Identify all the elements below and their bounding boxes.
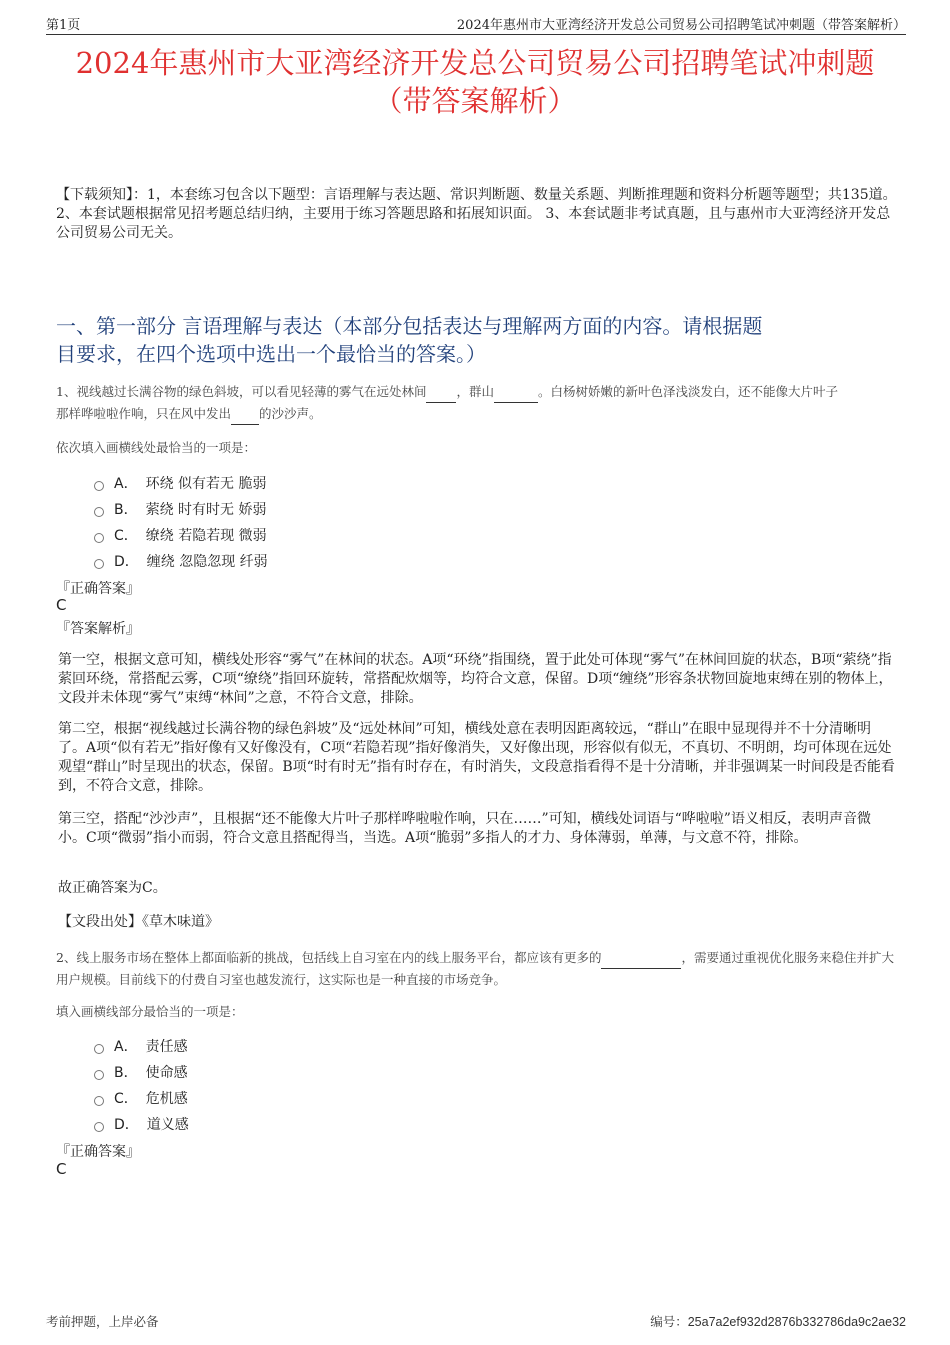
text-source: 【文段出处】《草木味道》 — [58, 914, 219, 930]
option-c[interactable]: C． 缭绕 若隐若现 微弱 — [94, 522, 268, 548]
page-header — [46, 14, 906, 35]
analysis-conclusion: 故正确答案为C。 — [58, 880, 167, 896]
analysis-paragraph-2: 第二空，根据“视线越过长满谷物的绿色斜坡”及“远处林间”可知，横线处意在表明因距离较远，“群山”在眼中显现得并不十分清晰明了。A项“似有若无”指好像有又好像没有，C项“若隐若现”指好像消失，又好像出现，形容似有似无，不真切、不明朗，均可体现在远处观望“群山”时呈现出的状态，保留。B项“时有时无”指有时存在，有时消失，文段意指看得不是十分清晰，并非强调某一时间段是否能看到，不符合文意，排除。 — [58, 721, 895, 794]
header-doc-title: 2024年惠州市大亚湾经济开发总公司贸易公司招聘笔试冲刺题（带答案解析） — [456, 18, 906, 33]
radio-icon[interactable] — [94, 1122, 104, 1132]
option-a[interactable]: A． 责任感 — [94, 1033, 189, 1059]
download-notice: 【下载须知】：1，本套练习包含以下题型：言语理解与表达题、常识判断题、数量关系题、判断推理题和资料分析题等题型；共135道。 2、本套试题根据常见招考题总结归纳，主要用于练习答题思路和拓展知识面。 3、本套试题非考试真题，且与惠州市大亚湾经济开发总公司贸易公司无关。 — [56, 187, 897, 241]
question-2-options — [94, 1033, 189, 1137]
blank-3 — [231, 403, 259, 425]
blank-1 — [426, 381, 456, 403]
radio-icon[interactable] — [94, 533, 104, 543]
option-b[interactable]: B． 萦绕 时有时无 娇弱 — [94, 496, 268, 522]
radio-icon[interactable] — [94, 1044, 104, 1054]
radio-icon[interactable] — [94, 559, 104, 569]
radio-icon[interactable] — [94, 481, 104, 491]
answer-value: C — [56, 596, 67, 614]
radio-icon[interactable] — [94, 1096, 104, 1106]
section-heading — [56, 312, 900, 368]
section-line-1: 一、第一部分 言语理解与表达（本部分包括表达与理解两方面的内容。请根据题 — [56, 314, 763, 338]
document-title — [40, 44, 910, 120]
title-line-1: 2024年惠州市大亚湾经济开发总公司贸易公司招聘笔试冲刺题 — [75, 46, 875, 80]
question-1-options — [94, 470, 268, 574]
footer-serial: 编号：25a7a2ef932d2876b332786da9c2ae32 — [650, 1314, 906, 1329]
blank-4 — [601, 947, 681, 969]
answer-label: 『正确答案』 — [56, 1144, 140, 1160]
option-b[interactable]: B． 使命感 — [94, 1059, 189, 1085]
option-d[interactable]: D． 缠绕 忽隐忽现 纤弱 — [94, 548, 268, 574]
analysis-label: 『答案解析』 — [56, 621, 140, 637]
answer-value: C — [56, 1160, 67, 1178]
section-line-2: 目要求，在四个选项中选出一个最恰当的答案。） — [56, 342, 486, 366]
footer-slogan: 考前押题，上岸必备 — [46, 1314, 159, 1329]
option-d[interactable]: D． 道义感 — [94, 1111, 189, 1137]
title-line-2: （带答案解析） — [373, 84, 577, 118]
option-c[interactable]: C． 危机感 — [94, 1085, 189, 1111]
option-a[interactable]: A． 环绕 似有若无 脆弱 — [94, 470, 268, 496]
question-1-stem: 1、视线越过长满谷物的绿色斜坡，可以看见轻薄的雾气在远处林间 ，群山 。白杨树娇嫩的新叶色泽浅淡发白，还不能像大片叶子 那样哗啦啦作响，只在风中发出 的沙沙声。 — [56, 381, 900, 425]
analysis-paragraph-3: 第三空，搭配“沙沙声”，且根据“还不能像大片叶子那样哗啦啦作响，只在……”可知，横线处词语与“哗啦啦”语义相反，表明声音微小。C项“微弱”指小而弱，符合文意且搭配得当，当选。A项“脆弱”多指人的才力、身体薄弱，单薄，与文意不符，排除。 — [58, 811, 871, 846]
serial-code: 25a7a2ef932d2876b332786da9c2ae32 — [687, 1315, 906, 1329]
radio-icon[interactable] — [94, 1070, 104, 1080]
analysis-paragraph-1: 第一空，根据文意可知，横线处形容“雾气”在林间的状态。A项“环绕”指围绕，置于此处可体现“雾气”在林间回旋的状态，B项“萦绕”指萦回环绕，常搭配云雾，C项“缭绕”指回环旋转，常搭配炊烟等，均符合文意，保留。D项“缠绕”形容条状物回旋地束缚在别的物体上，文段并未体现“雾气”束缚“林间”之意，不符合文意，排除。 — [58, 652, 893, 706]
question-2-stem: 2、线上服务市场在整体上都面临新的挑战，包括线上自习室在内的线上服务平台，都应该有更多的 ，需要通过重视优化服务来稳住并扩大用户规模。目前线下的付费自习室也越发流行，这实际也是一种直接的市场竞争。 — [56, 947, 900, 990]
answer-label: 『正确答案』 — [56, 581, 140, 597]
question-2-instruction: 填入画横线部分最恰当的一项是： — [56, 1004, 244, 1019]
page-number: 第1页 — [46, 18, 81, 33]
question-1-instruction: 依次填入画横线处最恰当的一项是： — [56, 440, 257, 455]
blank-2 — [494, 381, 538, 403]
radio-icon[interactable] — [94, 507, 104, 517]
